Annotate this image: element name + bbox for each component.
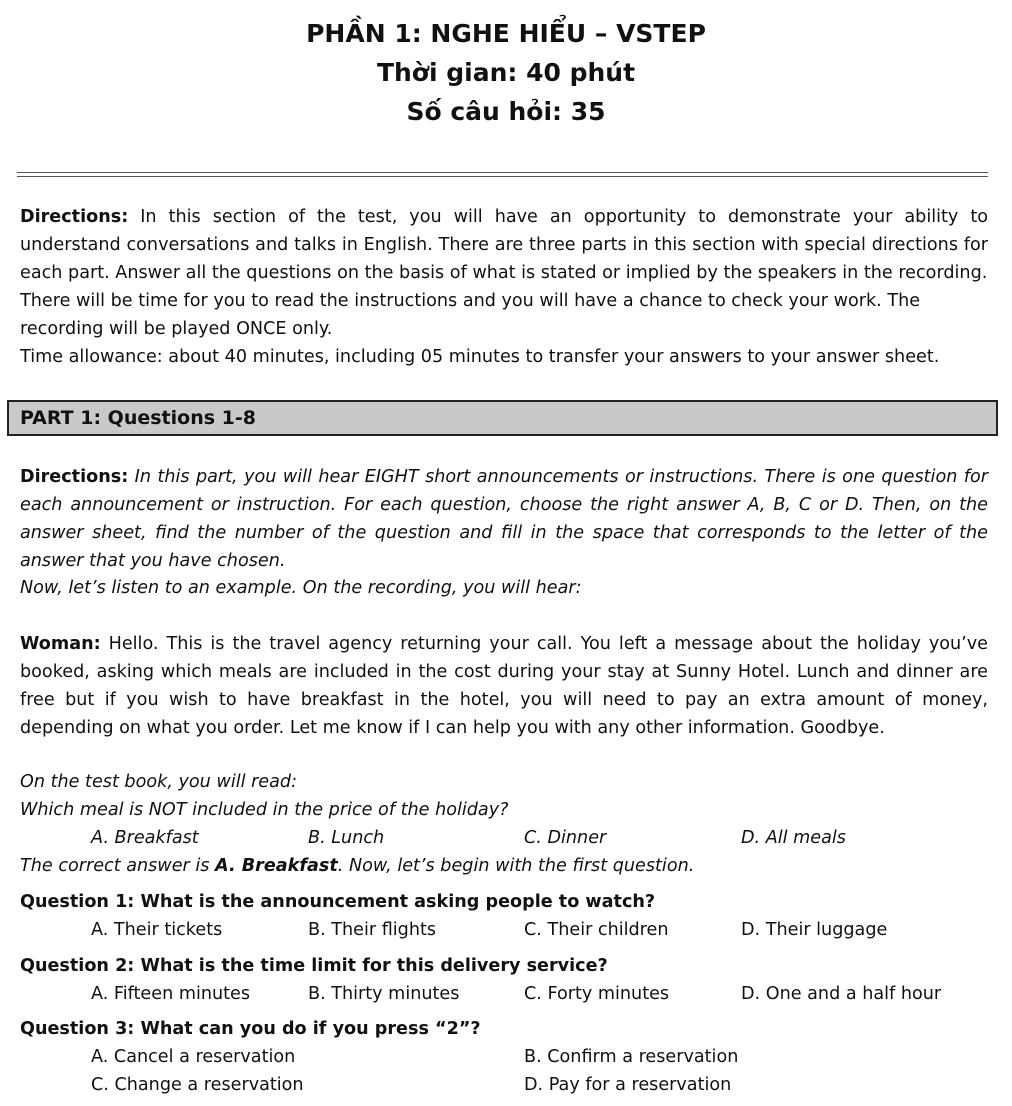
header-divider-bottom — [17, 176, 988, 177]
q2-option-a: A. Fifteen minutes — [91, 984, 251, 1004]
q2-option-c: C. Forty minutes — [524, 984, 670, 1004]
directions-time-allowance: Time allowance: about 40 minutes, including 05 minutes to transfer your answers to your answer sheet. — [20, 347, 940, 367]
example-option-b: B. Lunch — [308, 828, 385, 848]
question-3-options-row-2 — [0, 1071, 1012, 1099]
time-limit: Thời gian: 40 phút — [376, 58, 636, 87]
directions-label: Directions: — [20, 207, 129, 227]
part-1-directions — [20, 463, 988, 575]
q1-option-a: A. Their tickets — [91, 920, 223, 940]
q3-option-a: A. Cancel a reservation — [91, 1047, 296, 1067]
part-1-directions-label: Directions: — [20, 467, 129, 487]
q1-option-d: D. Their luggage — [741, 920, 888, 940]
example-options — [0, 824, 1012, 852]
test-book-intro: On the test book, you will read: — [20, 772, 298, 792]
directions-recording-note: There will be time for you to read the instructions and you will have a chance to check your work. The recording will be played ONCE only. — [20, 291, 921, 339]
woman-text: Hello. This is the travel agency returning your call. You left a message about the holiday you’ve booked, asking which meals are included in the cost during your stay at Sunny Hotel. Lunch and dinner are free but if you wish to have breakfast in the hotel, you will need to pay an extra amount of money, depending on what you order. Let me know if I can help you with any other information. Goodbye. — [20, 634, 988, 738]
q3-option-c: C. Change a reservation — [91, 1075, 304, 1095]
q2-option-b: B. Thirty minutes — [308, 984, 460, 1004]
question-2-options — [0, 980, 1012, 1008]
general-directions — [20, 203, 988, 287]
question-count: Số câu hỏi: 35 — [406, 97, 606, 126]
part-1-banner — [7, 400, 998, 436]
q1-option-c: C. Their children — [524, 920, 669, 940]
woman-label: Woman: — [20, 634, 101, 654]
example-intro: Now, let’s listen to an example. On the recording, you will hear: — [20, 578, 582, 598]
example-option-c: C. Dinner — [524, 828, 607, 848]
example-transcript — [20, 630, 988, 742]
page-header — [0, 14, 1012, 131]
question-2: Question 2: What is the time limit for this delivery service? — [20, 956, 608, 976]
example-option-a: A. Breakfast — [91, 828, 199, 848]
correct-suffix: . Now, let’s begin with the first question. — [337, 856, 695, 876]
correct-answer-line — [20, 852, 988, 880]
question-3: Question 3: What can you do if you press “2”? — [20, 1019, 481, 1039]
correct-prefix: The correct answer is — [20, 856, 215, 876]
question-1: Question 1: What is the announcement asking people to watch? — [20, 892, 656, 912]
question-1-options — [0, 916, 1012, 944]
q2-option-d: D. One and a half hour — [741, 984, 942, 1004]
q1-option-b: B. Their flights — [308, 920, 437, 940]
header-divider-top — [17, 172, 988, 173]
example-option-d: D. All meals — [741, 828, 846, 848]
q3-option-b: B. Confirm a reservation — [524, 1047, 739, 1067]
part-1-title: PART 1: Questions 1-8 — [20, 407, 256, 429]
correct-answer: A. Breakfast — [215, 856, 338, 876]
directions-text: In this section of the test, you will have an opportunity to demonstrate your ability to understand conversations and talks in English. There are three parts in this section with special directions for each part. Answer all the questions on the basis of what is stated or implied by the speakers in the recording. — [20, 207, 988, 283]
section-title: PHẦN 1: NGHE HIỂU – VSTEP — [306, 19, 706, 48]
q3-option-d: D. Pay for a reservation — [524, 1075, 732, 1095]
question-3-options-row-1 — [0, 1043, 1012, 1071]
part-1-directions-text: In this part, you will hear EIGHT short announcements or instructions. There is one question for each announcement or instruction. For each question, choose the right answer A, B, C or D. Then, on the answer sheet, find the number of the question and fill in the space that corresponds to the letter of the answer that you have chosen. — [20, 467, 988, 571]
example-question: Which meal is NOT included in the price of the holiday? — [20, 800, 509, 820]
